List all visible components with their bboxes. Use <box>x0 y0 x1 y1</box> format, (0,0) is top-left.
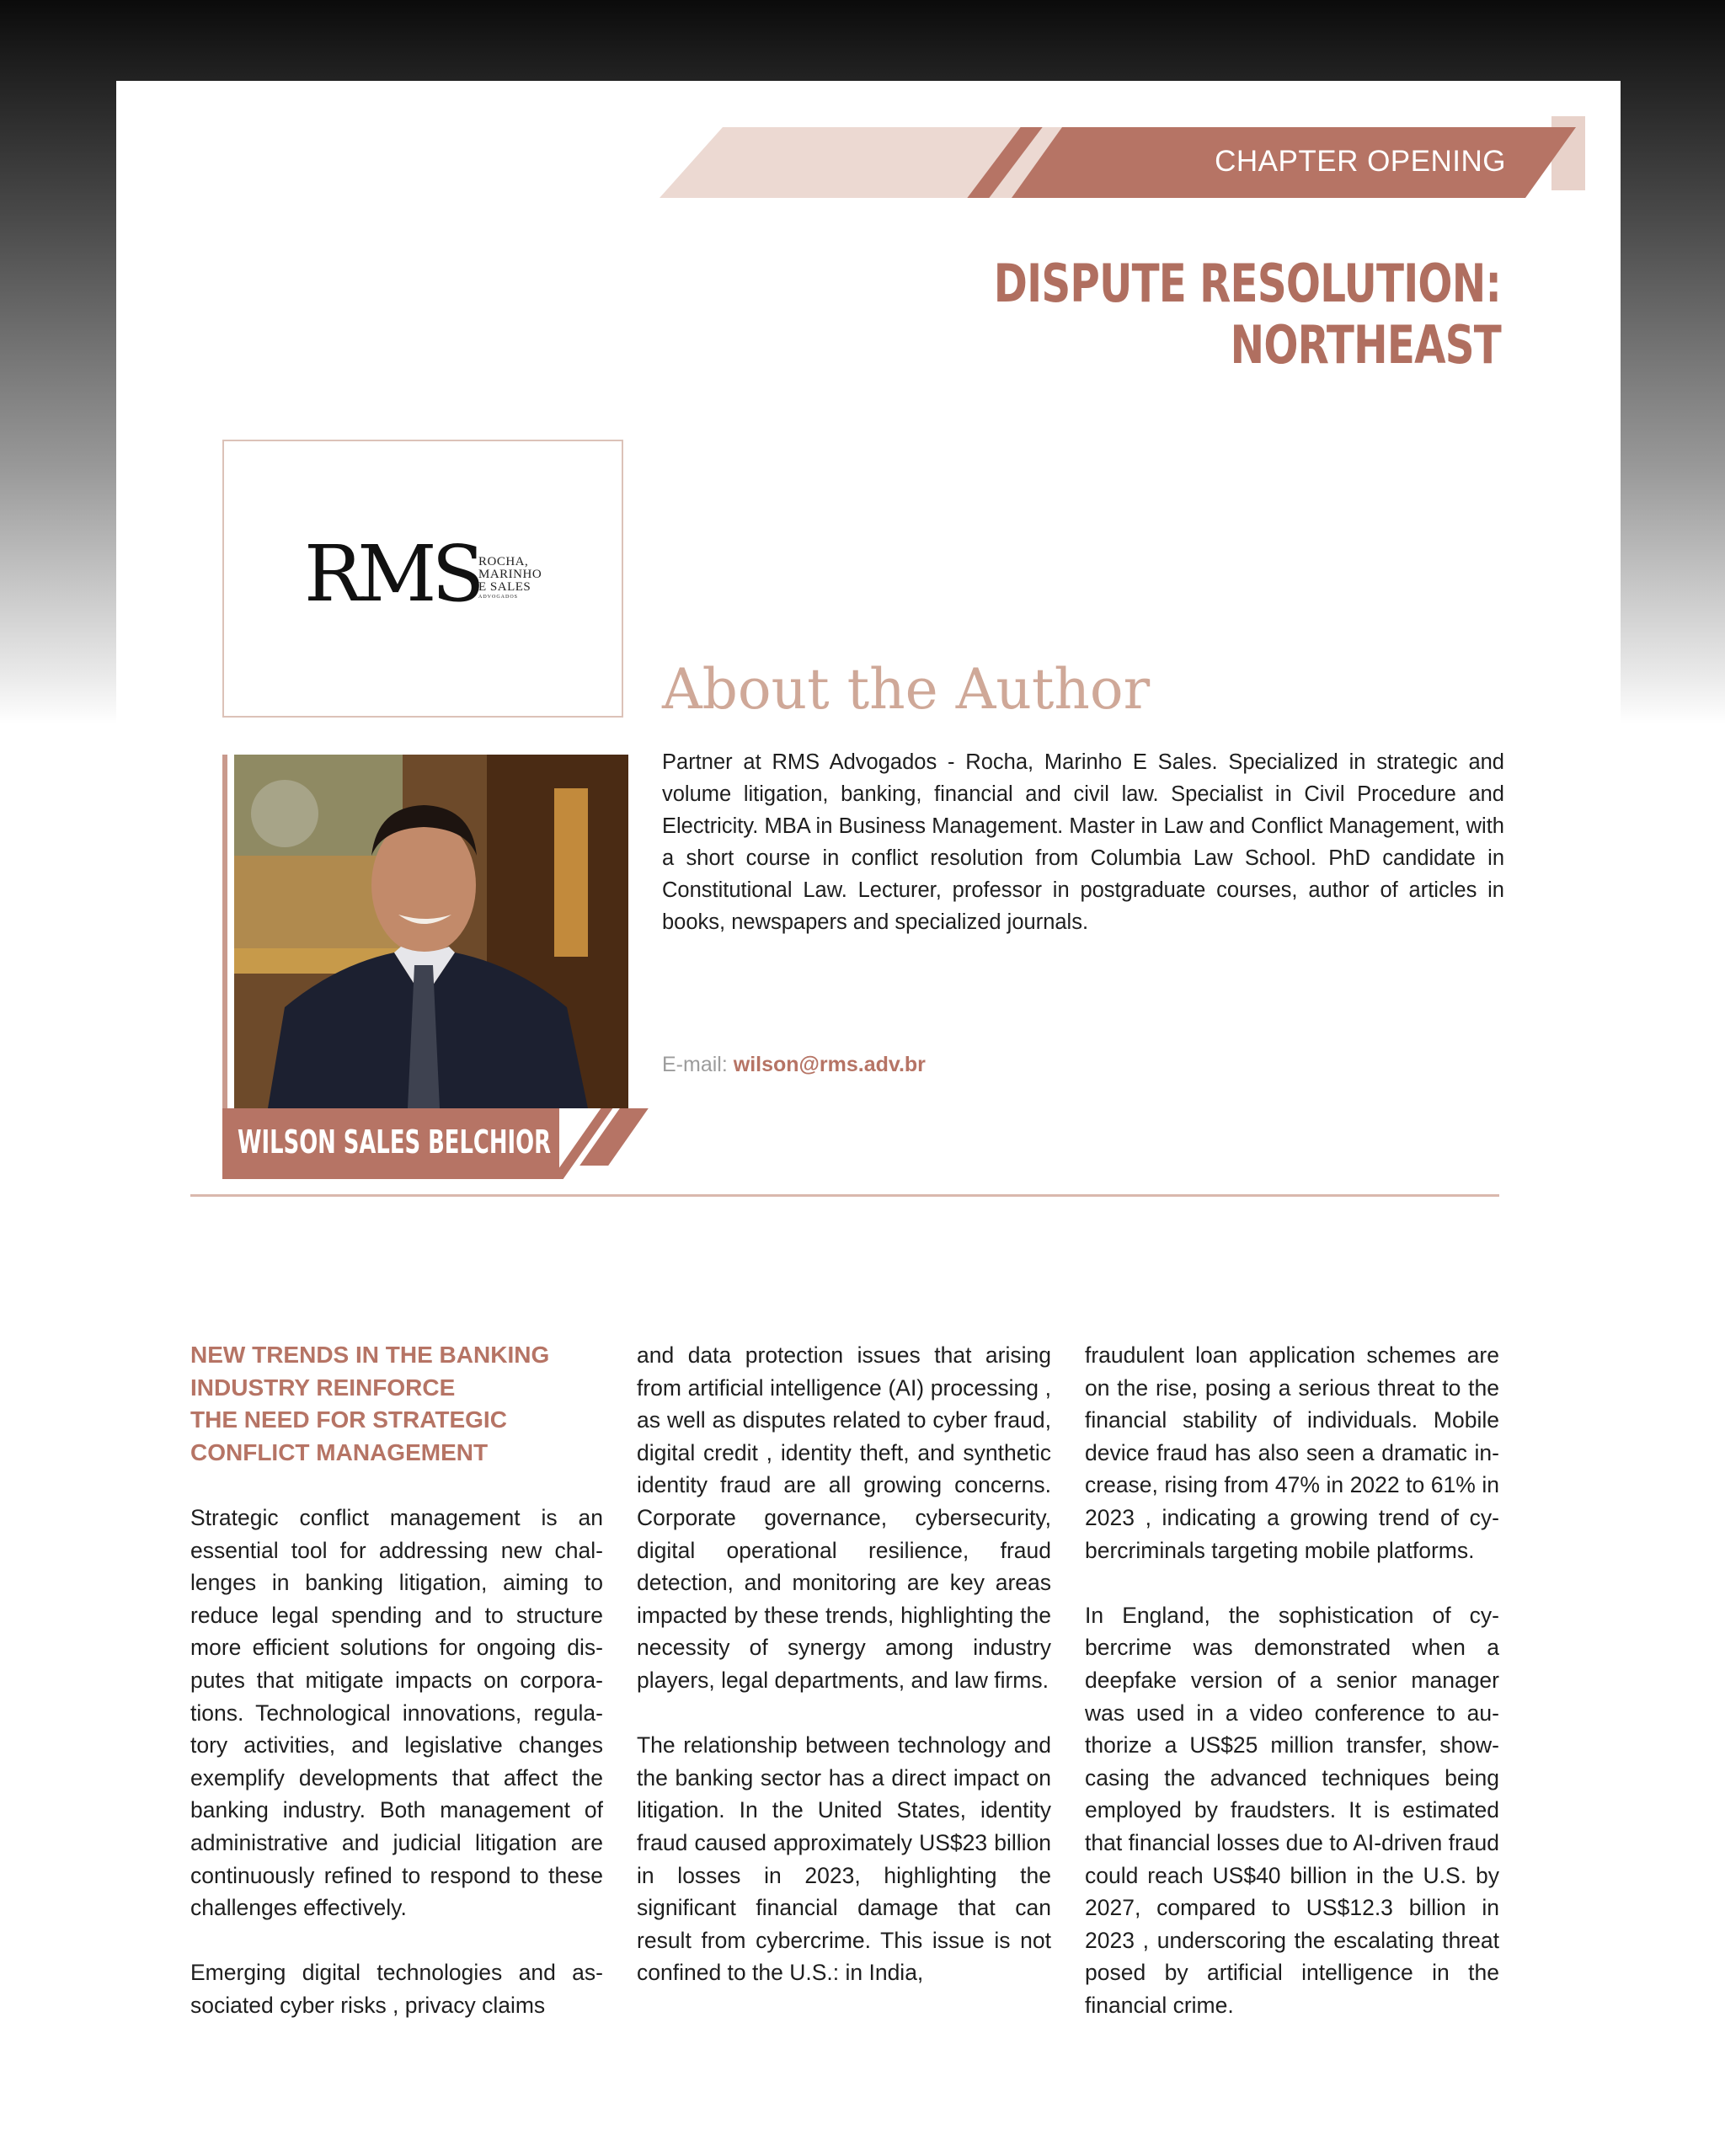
article-paragraph: Emerging digital technologies and associated cyber risks , privacy claims <box>190 1960 603 2018</box>
article-heading-line: CONFLICT MANAGEMENT <box>190 1438 489 1465</box>
article-heading-line: NEW TRENDS IN THE BANKING <box>190 1342 550 1368</box>
article-column-1 <box>190 1339 603 2054</box>
email-line <box>662 1053 926 1077</box>
article-heading-line: THE NEED FOR STRATEGIC <box>190 1406 507 1433</box>
article-paragraph: In England, the sophistication of cybercrime was demonstrated when a deepfake version of a senior manager was used in a video conference to authorize a US$25 million transfer, showcasing the advanced techniques being employed by fraudsters. It is estimated that financial losses due to AI-driven fraud could reach US$40 billion in the U.S. by 2027, compared to US$12.3 billion in 2023 , underscoring the escalating threat posed by artificial intelligence in the financial crime. <box>1085 1602 1500 2018</box>
magazine-page <box>116 81 1621 2156</box>
section-divider <box>190 1194 1499 1197</box>
logo-line-4: ADVOGADOS <box>478 595 519 600</box>
article-column-2 <box>637 1339 1051 2021</box>
article-paragraph: The relationship between technology and the banking sector has a direct impact on litigation. In the United States, identity fraud caused approximately US$23 billion in losses in 2023, highlighting the significant financial damage that can result from cybercrime. This issue is not confined to the U.S.: in India, <box>637 1732 1051 1986</box>
article-heading <box>190 1339 603 1469</box>
about-heading: About the Author <box>662 657 1151 722</box>
article-paragraph: fraudulent loan application schemes are on the rise, posing a serious threat to the financial stability of individuals. Mobile device fraud has also seen a dramatic increase, rising from 47% in 2022 to 61% in 2023 , indicating a growing trend of cybercriminals targeting mobile platforms. <box>1085 1342 1499 1563</box>
author-portrait <box>234 755 628 1108</box>
logo-line-3: E SALES <box>478 580 531 594</box>
email-label: E-mail: <box>662 1053 728 1076</box>
author-portrait-frame <box>222 755 628 1179</box>
article-paragraph: Strategic conflict management is an essential tool for addressing new challenges in banking litigation, aiming to reduce legal spending and to structure more efficient solutions for ongoing disputes that mitigate impacts on corporations. Technological innovations, regulatory activities, and legislative changes exemplify developments that affect the banking industry. Both management of administrative and judicial litigation are continuously refined to respond to these challenges effectively. <box>190 1504 603 1921</box>
article-paragraph: and data protection issues that arising from artificial intelligence (AI) processing , as well as disputes related to cyber fraud, digital credit , identity theft, and synthetic identity fraud are all growing concerns. Corporate governance, cybersecurity, digital operational resilience, fraud detection, and monitoring are key areas impacted by these trends, highlighting the necessity of synergy among industry players, legal departments, and law firms. <box>637 1342 1051 1693</box>
portrait-illustration <box>234 755 628 1108</box>
firm-logo-mark: RMS <box>304 529 480 619</box>
section-title: DISPUTE RESOLUTION: NORTHEAST <box>993 253 1501 376</box>
article-column-3 <box>1085 1339 1499 2054</box>
email-link[interactable]: wilson@rms.adv.br <box>733 1053 926 1076</box>
firm-logo-text <box>478 556 579 600</box>
logo-line-2: MARINHO <box>478 568 542 581</box>
firm-logo-box <box>222 440 623 718</box>
author-name-plate <box>222 1108 559 1179</box>
author-name: WILSON SALES BELCHIOR <box>238 1123 552 1161</box>
chapter-label: CHAPTER OPENING <box>1215 145 1506 178</box>
logo-line-1: ROCHA, <box>478 555 529 568</box>
article-heading-line: INDUSTRY REINFORCE <box>190 1374 456 1401</box>
author-bio: Partner at RMS Advogados - Rocha, Marinho E Sales. Specialized in strategic and volume litigation, banking, financial and civil law. Specialist in Civil Procedure and Electricity. MBA in Business Management. Master in Law and Conflict Management, with a short course in conflict resolution from Columbia Law School. PhD candidate in Constitutional Law. Lecturer, professor in postgraduate courses, author of articles in books, newspapers and specialized journals. <box>662 750 1504 934</box>
